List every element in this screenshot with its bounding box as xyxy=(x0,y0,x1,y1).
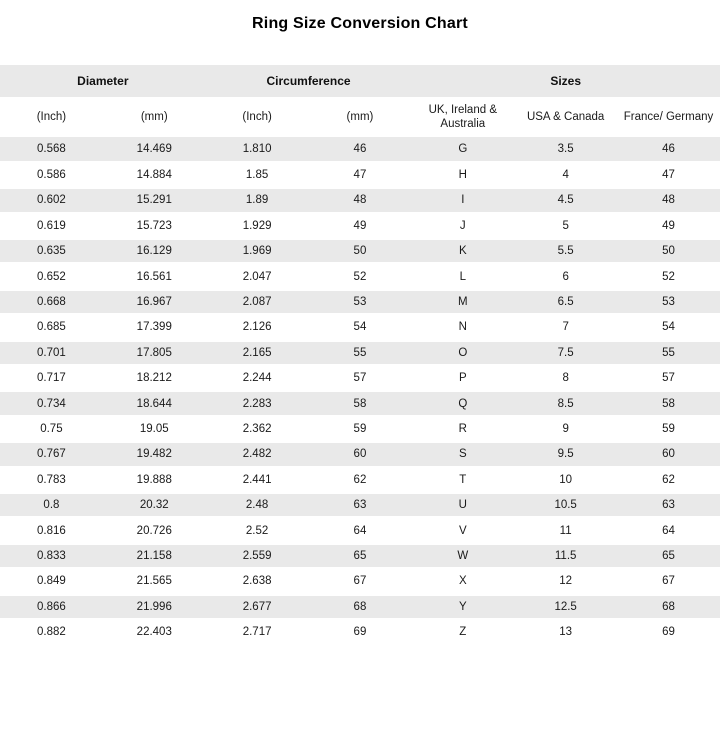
table-cell: 2.165 xyxy=(206,340,309,365)
table-cell: 2.677 xyxy=(206,594,309,619)
group-header-circumference: Circumference xyxy=(206,65,412,97)
table-row xyxy=(0,213,720,238)
table-row xyxy=(0,442,720,467)
table-cell: 67 xyxy=(309,569,412,594)
table-cell: 14.469 xyxy=(103,137,206,162)
table-cell: 0.568 xyxy=(0,137,103,162)
table-cell: 15.723 xyxy=(103,213,206,238)
table-row xyxy=(0,416,720,441)
table-cell: 2.559 xyxy=(206,543,309,568)
table-cell: 17.399 xyxy=(103,315,206,340)
table-row xyxy=(0,492,720,517)
table-row xyxy=(0,619,720,644)
table-cell: U xyxy=(411,492,514,517)
table-cell: 64 xyxy=(309,518,412,543)
table-cell: 46 xyxy=(309,137,412,162)
table-cell: 0.602 xyxy=(0,188,103,213)
table-cell: X xyxy=(411,569,514,594)
table-cell: 18.212 xyxy=(103,366,206,391)
column-header-2: (Inch) xyxy=(206,97,309,137)
table-cell: 0.816 xyxy=(0,518,103,543)
table-cell: 60 xyxy=(309,442,412,467)
table-row xyxy=(0,366,720,391)
table-cell: 1.810 xyxy=(206,137,309,162)
table-cell: 55 xyxy=(309,340,412,365)
table-cell: 57 xyxy=(617,366,720,391)
table-cell: 49 xyxy=(309,213,412,238)
table-cell: 67 xyxy=(617,569,720,594)
table-body xyxy=(0,137,720,645)
table-row xyxy=(0,594,720,619)
table-cell: 1.969 xyxy=(206,239,309,264)
column-header-0: (Inch) xyxy=(0,97,103,137)
table-cell: 62 xyxy=(309,467,412,492)
table-cell: 2.441 xyxy=(206,467,309,492)
page-title: Ring Size Conversion Chart xyxy=(252,15,468,32)
table-cell: 11.5 xyxy=(514,543,617,568)
table-cell: 9.5 xyxy=(514,442,617,467)
column-header-row xyxy=(0,97,720,137)
table-cell: 55 xyxy=(617,340,720,365)
table-cell: 59 xyxy=(617,416,720,441)
table-cell: 2.362 xyxy=(206,416,309,441)
table-cell: 0.685 xyxy=(0,315,103,340)
table-cell: 2.283 xyxy=(206,391,309,416)
table-cell: 48 xyxy=(309,188,412,213)
table-cell: 19.888 xyxy=(103,467,206,492)
table-cell: 0.717 xyxy=(0,366,103,391)
table-cell: 46 xyxy=(617,137,720,162)
table-cell: 53 xyxy=(617,289,720,314)
table-row xyxy=(0,289,720,314)
table-cell: 63 xyxy=(309,492,412,517)
table-cell: W xyxy=(411,543,514,568)
table-cell: H xyxy=(411,162,514,187)
table-cell: 0.668 xyxy=(0,289,103,314)
table-cell: L xyxy=(411,264,514,289)
table-cell: 1.85 xyxy=(206,162,309,187)
table-cell: I xyxy=(411,188,514,213)
table-row xyxy=(0,239,720,264)
table-row xyxy=(0,518,720,543)
table-cell: 68 xyxy=(309,594,412,619)
table-cell: 0.635 xyxy=(0,239,103,264)
column-header-4: UK, Ireland & Australia xyxy=(411,97,514,137)
table-cell: 0.849 xyxy=(0,569,103,594)
table-cell: 19.482 xyxy=(103,442,206,467)
table-cell: 62 xyxy=(617,467,720,492)
table-cell: 5 xyxy=(514,213,617,238)
table-cell: 52 xyxy=(617,264,720,289)
table-cell: N xyxy=(411,315,514,340)
table-cell: 6 xyxy=(514,264,617,289)
table-cell: S xyxy=(411,442,514,467)
table-cell: 20.726 xyxy=(103,518,206,543)
table-cell: 3.5 xyxy=(514,137,617,162)
table-cell: V xyxy=(411,518,514,543)
table-row xyxy=(0,188,720,213)
table-cell: 50 xyxy=(617,239,720,264)
table-cell: 47 xyxy=(617,162,720,187)
table-cell: 16.561 xyxy=(103,264,206,289)
table-cell: 0.882 xyxy=(0,619,103,644)
table-cell: 0.652 xyxy=(0,264,103,289)
page xyxy=(0,13,720,646)
column-header-5: USA & Canada xyxy=(514,97,617,137)
table-row xyxy=(0,569,720,594)
table-cell: 16.967 xyxy=(103,289,206,314)
table-cell: 18.644 xyxy=(103,391,206,416)
table-cell: 10.5 xyxy=(514,492,617,517)
table-cell: 52 xyxy=(309,264,412,289)
table-cell: 69 xyxy=(617,619,720,644)
table-cell: 54 xyxy=(309,315,412,340)
table-cell: 60 xyxy=(617,442,720,467)
table-cell: 57 xyxy=(309,366,412,391)
table-cell: 0.734 xyxy=(0,391,103,416)
table-cell: 21.158 xyxy=(103,543,206,568)
table-row xyxy=(0,315,720,340)
column-header-3: (mm) xyxy=(309,97,412,137)
table-cell: 0.586 xyxy=(0,162,103,187)
table-cell: 69 xyxy=(309,619,412,644)
table-cell: 0.833 xyxy=(0,543,103,568)
table-cell: 63 xyxy=(617,492,720,517)
table-cell: 0.783 xyxy=(0,467,103,492)
table-cell: Q xyxy=(411,391,514,416)
table-cell: 2.52 xyxy=(206,518,309,543)
table-cell: 2.48 xyxy=(206,492,309,517)
table-cell: 14.884 xyxy=(103,162,206,187)
table-cell: 65 xyxy=(309,543,412,568)
table-cell: 9 xyxy=(514,416,617,441)
table-cell: 7 xyxy=(514,315,617,340)
table-cell: 19.05 xyxy=(103,416,206,441)
table-cell: 8.5 xyxy=(514,391,617,416)
group-header-row xyxy=(0,65,720,97)
table-cell: 2.638 xyxy=(206,569,309,594)
table-cell: 15.291 xyxy=(103,188,206,213)
table-cell: 13 xyxy=(514,619,617,644)
table-cell: 0.866 xyxy=(0,594,103,619)
table-cell: 16.129 xyxy=(103,239,206,264)
table-cell: O xyxy=(411,340,514,365)
table-cell: 59 xyxy=(309,416,412,441)
table-cell: 12.5 xyxy=(514,594,617,619)
table-cell: 0.767 xyxy=(0,442,103,467)
table-cell: 20.32 xyxy=(103,492,206,517)
group-header-sizes: Sizes xyxy=(411,65,720,97)
table-cell: 2.482 xyxy=(206,442,309,467)
table-cell: 53 xyxy=(309,289,412,314)
table-cell: 4.5 xyxy=(514,188,617,213)
table-cell: T xyxy=(411,467,514,492)
table-row xyxy=(0,467,720,492)
table-cell: 11 xyxy=(514,518,617,543)
table-cell: 12 xyxy=(514,569,617,594)
table-cell: 7.5 xyxy=(514,340,617,365)
table-cell: 10 xyxy=(514,467,617,492)
table-cell: Z xyxy=(411,619,514,644)
table-cell: 22.403 xyxy=(103,619,206,644)
table-cell: 1.89 xyxy=(206,188,309,213)
table-cell: R xyxy=(411,416,514,441)
table-cell: 6.5 xyxy=(514,289,617,314)
table-cell: 49 xyxy=(617,213,720,238)
table-row xyxy=(0,543,720,568)
table-cell: 2.717 xyxy=(206,619,309,644)
table-cell: 48 xyxy=(617,188,720,213)
table-head xyxy=(0,65,720,137)
ring-size-conversion-table xyxy=(0,65,720,646)
table-row xyxy=(0,162,720,187)
column-header-1: (mm) xyxy=(103,97,206,137)
table-cell: 8 xyxy=(514,366,617,391)
table-cell: 68 xyxy=(617,594,720,619)
table-cell: 1.929 xyxy=(206,213,309,238)
table-cell: 0.701 xyxy=(0,340,103,365)
table-row xyxy=(0,391,720,416)
table-cell: M xyxy=(411,289,514,314)
table-cell: 4 xyxy=(514,162,617,187)
table-cell: G xyxy=(411,137,514,162)
table-cell: 5.5 xyxy=(514,239,617,264)
table-cell: Y xyxy=(411,594,514,619)
table-cell: 2.047 xyxy=(206,264,309,289)
column-header-6: France/ Germany xyxy=(617,97,720,137)
table-cell: 2.244 xyxy=(206,366,309,391)
table-cell: 0.75 xyxy=(0,416,103,441)
table-cell: 21.996 xyxy=(103,594,206,619)
table-cell: K xyxy=(411,239,514,264)
table-cell: 17.805 xyxy=(103,340,206,365)
table-cell: 47 xyxy=(309,162,412,187)
table-cell: 58 xyxy=(617,391,720,416)
table-row xyxy=(0,264,720,289)
table-row xyxy=(0,340,720,365)
table-cell: 58 xyxy=(309,391,412,416)
table-row xyxy=(0,137,720,162)
table-cell: 50 xyxy=(309,239,412,264)
table-cell: 2.087 xyxy=(206,289,309,314)
table-cell: 0.8 xyxy=(0,492,103,517)
table-cell: 64 xyxy=(617,518,720,543)
table-cell: 21.565 xyxy=(103,569,206,594)
table-cell: 0.619 xyxy=(0,213,103,238)
table-cell: 65 xyxy=(617,543,720,568)
table-cell: P xyxy=(411,366,514,391)
table-cell: J xyxy=(411,213,514,238)
table-cell: 2.126 xyxy=(206,315,309,340)
table-cell: 54 xyxy=(617,315,720,340)
group-header-diameter: Diameter xyxy=(0,65,206,97)
